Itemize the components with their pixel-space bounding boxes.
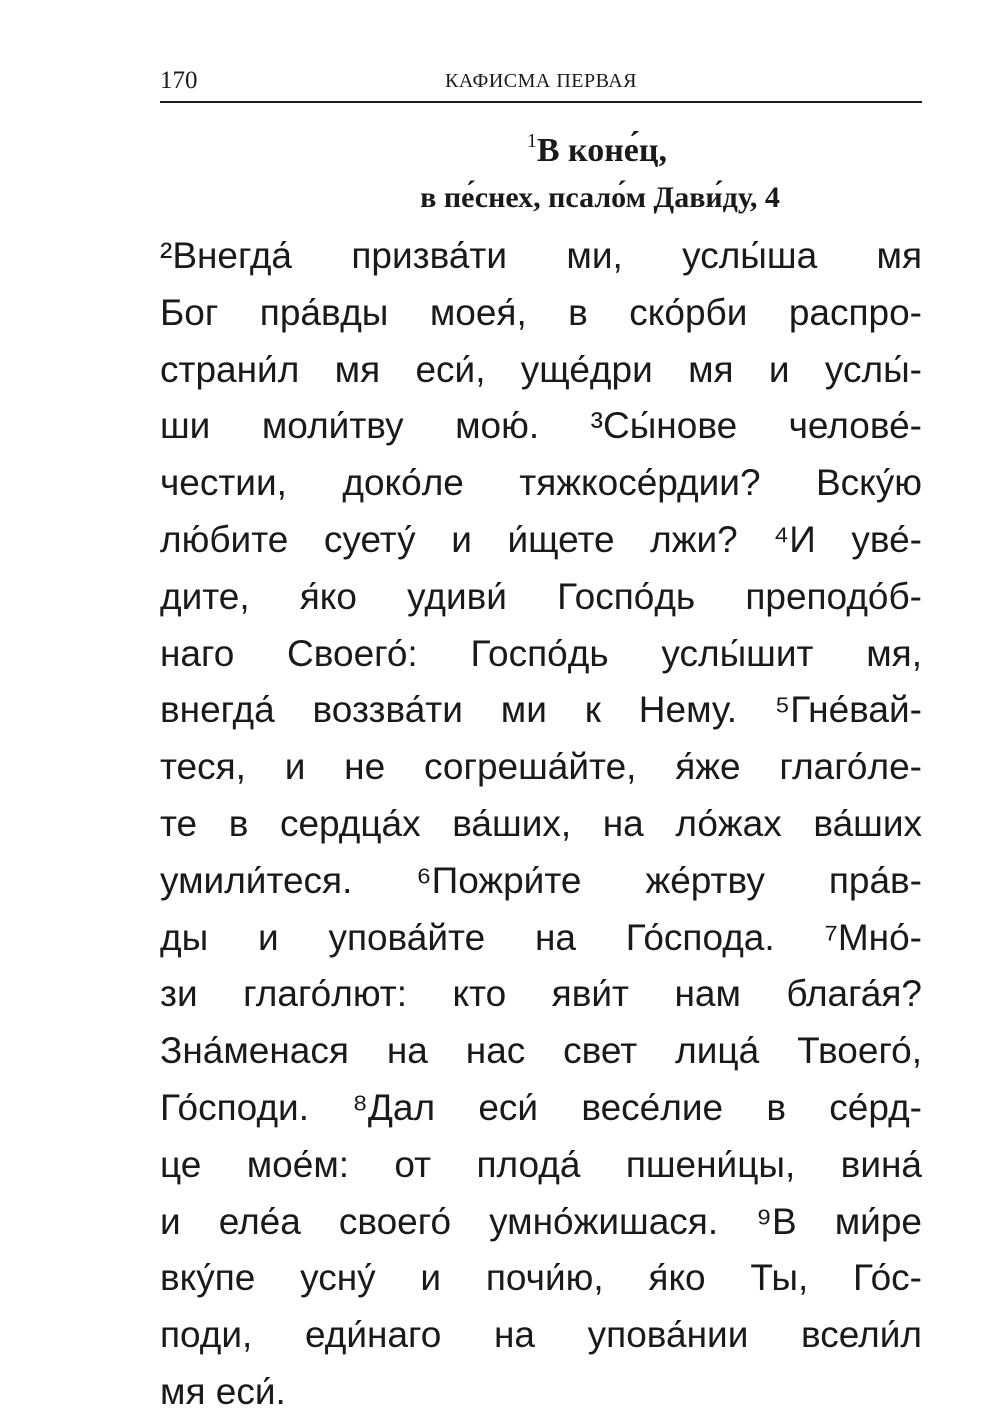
heading-line-2: в пе́снех, псало́м Дави́ду, 4	[420, 181, 780, 214]
text-line: лю́бите суету́ и и́щете лжи? ⁴И уве́-	[160, 518, 922, 560]
text-line: це мое́м: от плода́ пшени́цы, вина́	[160, 1143, 922, 1185]
heading-line-1-text: В коне́ц,	[536, 132, 667, 169]
text-line: теся, и не согреша́йте, я́же глаго́ле-	[160, 746, 922, 788]
text-line: ши моли́тву мою́. ³Сы́нове челове́-	[160, 405, 922, 447]
book-page	[160, 0, 922, 1412]
text-line: наго Своего́: Госпо́дь услы́шит мя,	[160, 632, 922, 674]
text-line: вку́пе усну́ и почи́ю, я́ко Ты, Го́с-	[160, 1257, 922, 1299]
text-line: мя еси́.	[160, 1370, 286, 1412]
text-line: зи глаго́лют: кто яви́т нам блага́я?	[160, 973, 922, 1015]
text-line: те в сердца́х ва́ших, на ло́жах ва́ших	[160, 802, 922, 844]
text-line: внегда́ воззва́ти ми к Нему. ⁵Гне́вай-	[160, 689, 922, 731]
text-line: поди, еди́наго на упова́нии всели́л	[160, 1314, 922, 1356]
text-line: умили́теся. ⁶Пожри́те же́ртву пра́в-	[160, 859, 922, 901]
text-line: ²Внегда́ призва́ти ми, услы́ша мя	[160, 235, 922, 276]
heading-verse-number: 1	[527, 130, 537, 153]
page-number: 170	[160, 67, 198, 94]
text-line: Бог пра́вды моея́, в ско́рби распро-	[160, 291, 922, 333]
text-line: и еле́а своего́ умно́жишася. ⁹В ми́ре	[160, 1200, 922, 1242]
header-rule	[160, 101, 922, 103]
text-line: честии, доко́ле тяжкосе́рдии? Вску́ю	[160, 462, 922, 504]
text-line: ды и упова́йте на Го́спода. ⁷Мно́-	[160, 916, 922, 958]
text-line: Го́споди. ⁸Дал еси́ весе́лие в се́рд-	[160, 1086, 922, 1128]
psalm-heading	[160, 128, 922, 222]
running-title: КАФИСМА ПЕРВАЯ	[445, 70, 637, 92]
text-line: страни́л мя еси́, уще́дри мя и услы́-	[160, 348, 922, 390]
heading-line-1	[272, 128, 922, 174]
running-head	[160, 66, 922, 100]
psalm-text	[160, 228, 922, 1421]
text-line: дите, я́ко удиви́ Госпо́дь преподо́б-	[160, 575, 922, 617]
text-line: Зна́менася на нас свет лица́ Твоего́,	[160, 1030, 922, 1072]
